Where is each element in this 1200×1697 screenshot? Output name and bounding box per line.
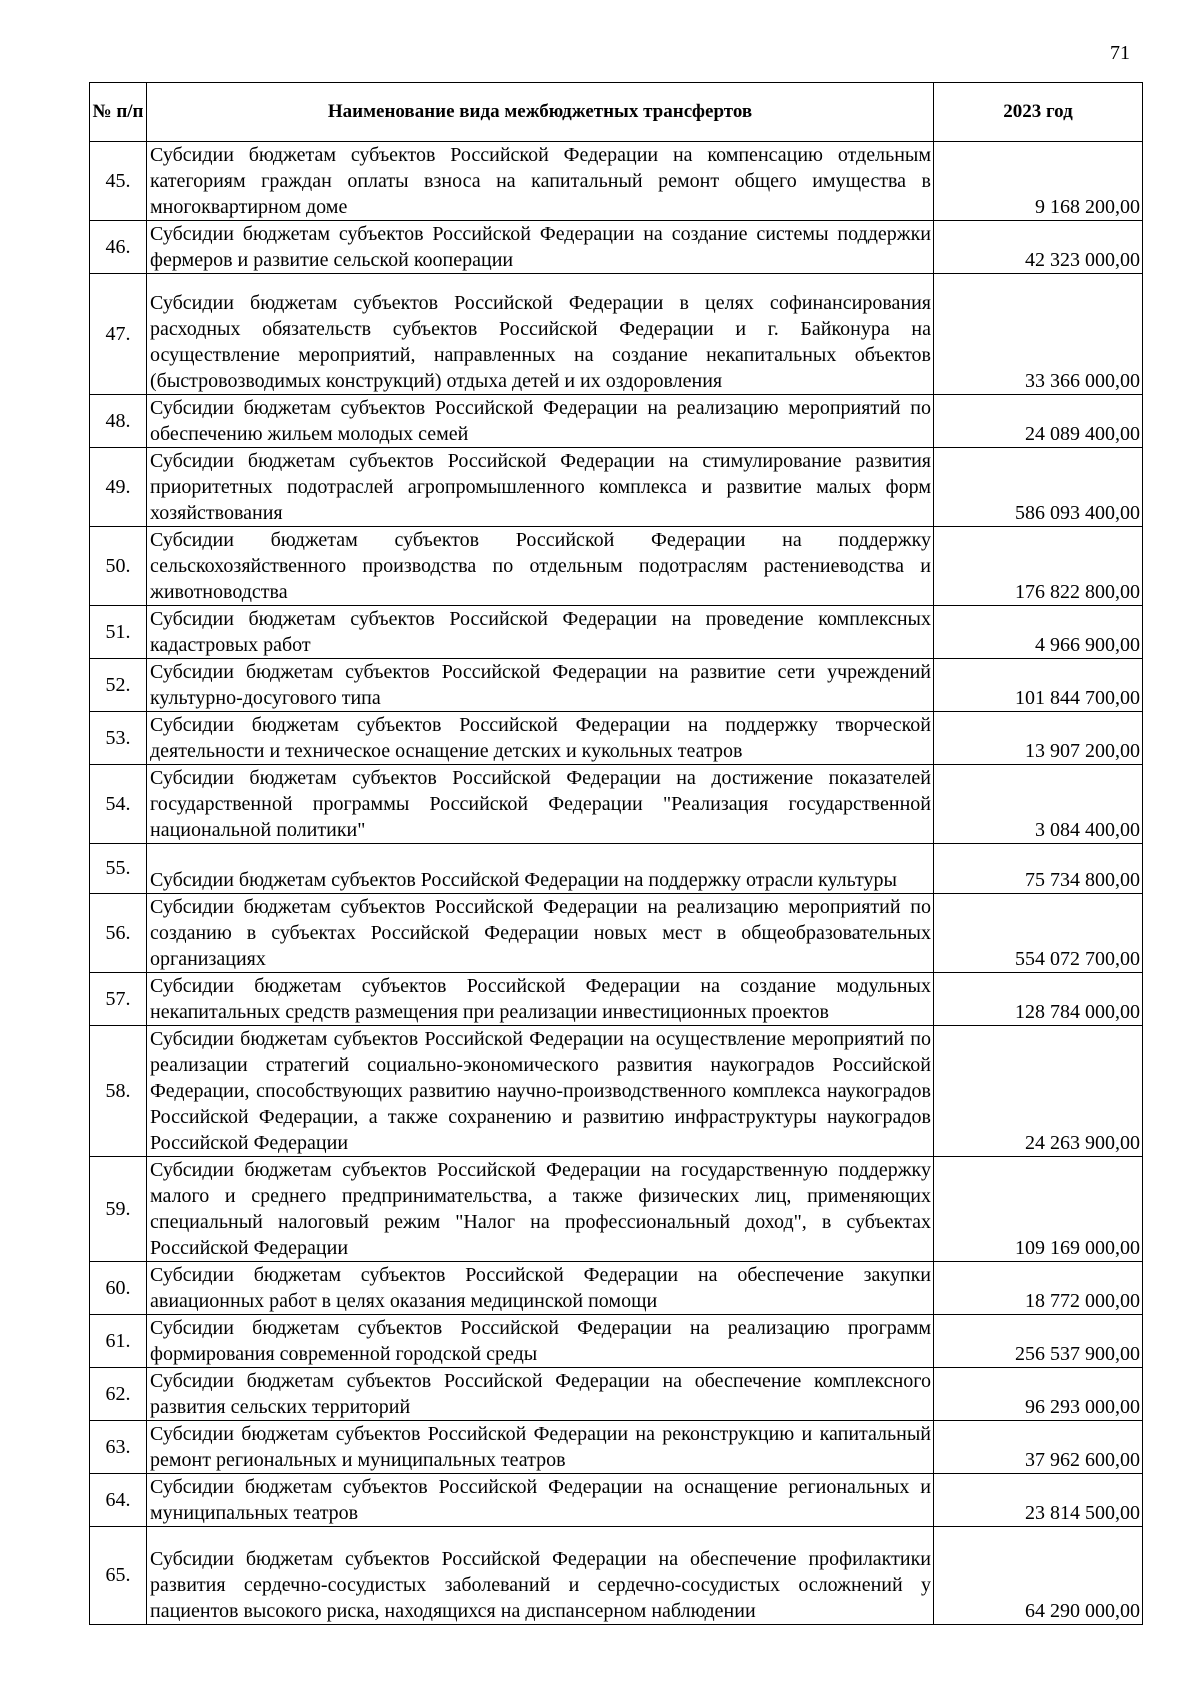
row-number: 61. xyxy=(90,1315,147,1368)
transfer-amount: 37 962 600,00 xyxy=(934,1421,1143,1474)
transfer-amount: 18 772 000,00 xyxy=(934,1262,1143,1315)
table-row xyxy=(90,1157,1143,1262)
transfer-description: Субсидии бюджетам субъектов Российской Федерации на реконструкцию и капитальный ремонт региональных и муниципальных театров xyxy=(147,1421,934,1474)
table-row xyxy=(90,142,1143,221)
row-number: 47. xyxy=(90,274,147,395)
table-header-row xyxy=(90,83,1143,142)
page-number: 71 xyxy=(1110,42,1130,64)
row-number: 50. xyxy=(90,527,147,606)
transfer-description: Субсидии бюджетам субъектов Российской Федерации на проведение комплексных кадастровых работ xyxy=(147,606,934,659)
transfer-description: Субсидии бюджетам субъектов Российской Федерации на компенсацию отдельным категориям граждан оплаты взноса на капитальный ремонт общего имущества в многоквартирном доме xyxy=(147,142,934,221)
transfer-amount: 554 072 700,00 xyxy=(934,894,1143,973)
row-number: 54. xyxy=(90,765,147,844)
table-row xyxy=(90,844,1143,894)
row-number: 55. xyxy=(90,844,147,894)
table-row xyxy=(90,395,1143,448)
transfer-description: Субсидии бюджетам субъектов Российской Федерации в целях софинансирования расходных обязательств субъектов Российской Федерации и г. Байконура на осуществление мероприятий, направленных на создание некапитальных объектов (быстровозводимых конструкций) отдыха детей и их оздоровления xyxy=(147,274,934,395)
table-row xyxy=(90,973,1143,1026)
row-number: 51. xyxy=(90,606,147,659)
table-row xyxy=(90,527,1143,606)
transfer-amount: 13 907 200,00 xyxy=(934,712,1143,765)
transfer-description: Субсидии бюджетам субъектов Российской Федерации на оснащение региональных и муниципальных театров xyxy=(147,1474,934,1527)
row-number: 62. xyxy=(90,1368,147,1421)
transfer-amount: 33 366 000,00 xyxy=(934,274,1143,395)
row-number: 63. xyxy=(90,1421,147,1474)
transfer-amount: 24 089 400,00 xyxy=(934,395,1143,448)
table-row xyxy=(90,448,1143,527)
transfer-amount: 176 822 800,00 xyxy=(934,527,1143,606)
transfer-description: Субсидии бюджетам субъектов Российской Федерации на обеспечение закупки авиационных работ в целях оказания медицинской помощи xyxy=(147,1262,934,1315)
row-number: 64. xyxy=(90,1474,147,1527)
row-number: 52. xyxy=(90,659,147,712)
transfer-description: Субсидии бюджетам субъектов Российской Федерации на создание системы поддержки фермеров и развитие сельской кооперации xyxy=(147,221,934,274)
table-row xyxy=(90,765,1143,844)
table-row xyxy=(90,1474,1143,1527)
row-number: 49. xyxy=(90,448,147,527)
transfer-amount: 128 784 000,00 xyxy=(934,973,1143,1026)
transfer-amount: 586 093 400,00 xyxy=(934,448,1143,527)
column-header-number: № п/п xyxy=(90,83,147,142)
row-number: 46. xyxy=(90,221,147,274)
row-number: 53. xyxy=(90,712,147,765)
transfer-description: Субсидии бюджетам субъектов Российской Федерации на осуществление мероприятий по реализации стратегий социально-экономического развития наукоградов Российской Федерации, способствующих развитию научно-производственного комплекса наукоградов Российской Федерации, а также сохранению и развитию инфраструктуры наукоградов Российской Федерации xyxy=(147,1026,934,1157)
transfer-description: Субсидии бюджетам субъектов Российской Федерации на создание модульных некапитальных средств размещения при реализации инвестиционных проектов xyxy=(147,973,934,1026)
transfers-table xyxy=(89,82,1143,1625)
table-row xyxy=(90,1262,1143,1315)
transfer-description: Субсидии бюджетам субъектов Российской Федерации на поддержку отрасли культуры xyxy=(147,844,934,894)
transfer-description: Субсидии бюджетам субъектов Российской Федерации на стимулирование развития приоритетных подотраслей агропромышленного комплекса и развитие малых форм хозяйствования xyxy=(147,448,934,527)
table-row xyxy=(90,712,1143,765)
transfer-description: Субсидии бюджетам субъектов Российской Федерации на реализацию мероприятий по созданию в субъектах Российской Федерации новых мест в общеобразовательных организациях xyxy=(147,894,934,973)
transfer-description: Субсидии бюджетам субъектов Российской Федерации на достижение показателей государственной программы Российской Федерации "Реализация государственной национальной политики" xyxy=(147,765,934,844)
row-number: 65. xyxy=(90,1527,147,1625)
table-row xyxy=(90,659,1143,712)
transfer-description: Субсидии бюджетам субъектов Российской Федерации на государственную поддержку малого и среднего предпринимательства, а также физических лиц, применяющих специальный налоговый режим "Налог на профессиональный доход", в субъектах Российской Федерации xyxy=(147,1157,934,1262)
transfer-amount: 64 290 000,00 xyxy=(934,1527,1143,1625)
transfer-amount: 9 168 200,00 xyxy=(934,142,1143,221)
row-number: 58. xyxy=(90,1026,147,1157)
transfer-amount: 4 966 900,00 xyxy=(934,606,1143,659)
table-row xyxy=(90,274,1143,395)
transfer-amount: 101 844 700,00 xyxy=(934,659,1143,712)
transfer-amount: 96 293 000,00 xyxy=(934,1368,1143,1421)
row-number: 59. xyxy=(90,1157,147,1262)
transfer-amount: 42 323 000,00 xyxy=(934,221,1143,274)
table-body xyxy=(90,142,1143,1625)
transfer-amount: 23 814 500,00 xyxy=(934,1474,1143,1527)
transfer-description: Субсидии бюджетам субъектов Российской Федерации на поддержку сельскохозяйственного производства по отдельным подотраслям растениеводства и животноводства xyxy=(147,527,934,606)
table-row xyxy=(90,1368,1143,1421)
table-row xyxy=(90,1026,1143,1157)
row-number: 45. xyxy=(90,142,147,221)
transfer-description: Субсидии бюджетам субъектов Российской Федерации на обеспечение комплексного развития сельских территорий xyxy=(147,1368,934,1421)
row-number: 57. xyxy=(90,973,147,1026)
table-row xyxy=(90,606,1143,659)
row-number: 48. xyxy=(90,395,147,448)
column-header-year: 2023 год xyxy=(934,83,1143,142)
transfer-description: Субсидии бюджетам субъектов Российской Федерации на поддержку творческой деятельности и техническое оснащение детских и кукольных театров xyxy=(147,712,934,765)
table-row xyxy=(90,1527,1143,1625)
transfer-amount: 24 263 900,00 xyxy=(934,1026,1143,1157)
column-header-name: Наименование вида межбюджетных трансфертов xyxy=(147,83,934,142)
table-row xyxy=(90,894,1143,973)
table-row xyxy=(90,221,1143,274)
transfer-amount: 109 169 000,00 xyxy=(934,1157,1143,1262)
table-row xyxy=(90,1421,1143,1474)
transfer-amount: 75 734 800,00 xyxy=(934,844,1143,894)
transfer-description: Субсидии бюджетам субъектов Российской Федерации на реализацию мероприятий по обеспечению жильем молодых семей xyxy=(147,395,934,448)
transfer-description: Субсидии бюджетам субъектов Российской Федерации на развитие сети учреждений культурно-досугового типа xyxy=(147,659,934,712)
transfer-amount: 3 084 400,00 xyxy=(934,765,1143,844)
transfer-description: Субсидии бюджетам субъектов Российской Федерации на обеспечение профилактики развития сердечно-сосудистых заболеваний и сердечно-сосудистых осложнений у пациентов высокого риска, находящихся на диспансерном наблюдении xyxy=(147,1527,934,1625)
row-number: 56. xyxy=(90,894,147,973)
transfer-amount: 256 537 900,00 xyxy=(934,1315,1143,1368)
row-number: 60. xyxy=(90,1262,147,1315)
table-row xyxy=(90,1315,1143,1368)
transfer-description: Субсидии бюджетам субъектов Российской Федерации на реализацию программ формирования современной городской среды xyxy=(147,1315,934,1368)
